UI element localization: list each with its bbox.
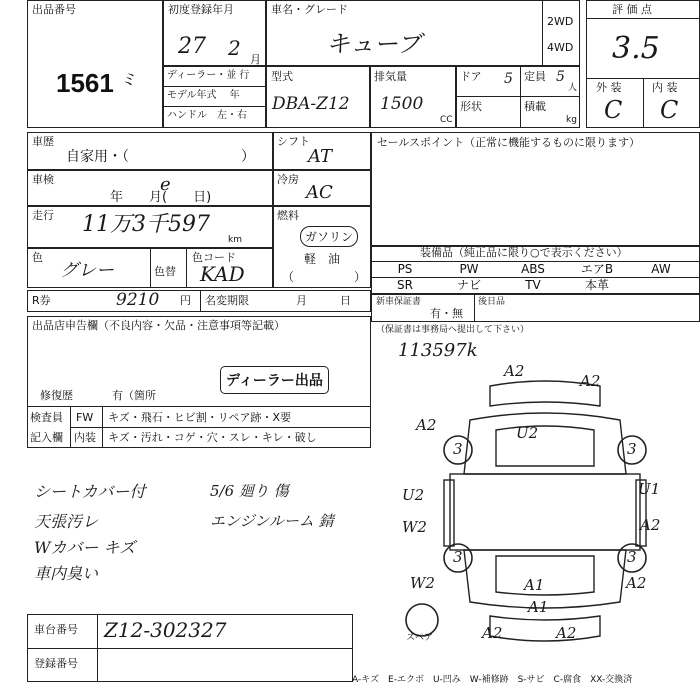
chassis-div bbox=[27, 648, 353, 649]
displacement-value: 1500 bbox=[380, 94, 424, 114]
int-row-label: 内装 bbox=[74, 431, 96, 444]
repaint-label: 色替 bbox=[154, 265, 176, 278]
fuel-diesel: 軽 油 bbox=[304, 252, 341, 266]
fuel-label: 燃料 bbox=[277, 209, 299, 222]
car-diagram bbox=[400, 370, 690, 660]
fw-label: FW bbox=[76, 411, 94, 424]
dmg-left-qtr: W2 bbox=[410, 574, 435, 592]
warranty-value: 有・無 bbox=[430, 307, 463, 320]
insp-div bbox=[27, 406, 371, 407]
sales-box bbox=[371, 132, 700, 246]
inspection-text: 年 月( 日) bbox=[110, 190, 212, 205]
wheel-fl: 3 bbox=[453, 440, 463, 458]
mileage-value: 11万3千597 bbox=[82, 212, 210, 237]
dealer-line3: ハンドル 左・右 bbox=[167, 110, 247, 121]
dmg-left-rear: W2 bbox=[402, 518, 427, 536]
drive-divider bbox=[542, 0, 543, 66]
plate-label: 登録番号 bbox=[34, 657, 78, 670]
reg-year: 27 bbox=[178, 34, 206, 59]
deadline-text: 月 日 bbox=[296, 294, 351, 307]
dmg-right-rear: A2 bbox=[640, 516, 661, 534]
dmg-front-2: A2 bbox=[580, 372, 601, 390]
wheel-fr: 3 bbox=[627, 440, 637, 458]
dealer-stamp: ディーラー出品 bbox=[220, 366, 329, 394]
lot-number: 1561 bbox=[56, 68, 114, 98]
equip-sr: SR bbox=[397, 278, 413, 292]
dmg-hood: U2 bbox=[516, 424, 539, 442]
history-value: 自家用・（ ） bbox=[66, 149, 255, 165]
load-unit: kg bbox=[566, 115, 577, 125]
dmg-left-front: A2 bbox=[416, 416, 437, 434]
code-label: 色コード bbox=[192, 251, 236, 264]
dmg-bumper-1: A2 bbox=[482, 624, 503, 642]
equip-pw: PW bbox=[459, 262, 479, 276]
ac-value: AC bbox=[306, 182, 333, 203]
model-value: DBA-Z12 bbox=[272, 94, 350, 114]
fuel-gasoline: ガソリン bbox=[300, 226, 358, 247]
dealer-line1: ディーラー・並 行 bbox=[167, 70, 250, 81]
dmg-left-door: U2 bbox=[402, 486, 425, 504]
warranty-label: 新車保証書 bbox=[376, 297, 422, 307]
lot-label: 出品番号 bbox=[32, 3, 76, 16]
dmg-rear-2: A1 bbox=[528, 598, 549, 616]
model-label: 型式 bbox=[271, 70, 293, 83]
fw-row: キズ・飛石・ヒビ割・リペア跡・X要 bbox=[108, 411, 292, 424]
reg-month-unit: 月 bbox=[250, 53, 261, 66]
drive-4wd: 4WD bbox=[547, 41, 574, 54]
equip-tv: TV bbox=[525, 278, 541, 292]
dmg-right-qtr: A2 bbox=[626, 574, 647, 592]
chassis-label: 車台番号 bbox=[34, 623, 78, 636]
chassis-value: Z12-302327 bbox=[104, 618, 227, 642]
dealer-line2: モデル年式 年 bbox=[167, 90, 240, 101]
mileage-label: 走行 bbox=[32, 209, 54, 222]
dmg-bumper-2: A2 bbox=[556, 624, 577, 642]
load-label: 積載 bbox=[524, 100, 546, 113]
sales-label: セールスポイント（正常に機能するものに限ります） bbox=[377, 136, 641, 149]
dmg-front-1: A2 bbox=[504, 362, 525, 380]
shift-value: AT bbox=[308, 146, 333, 167]
score-split bbox=[643, 78, 644, 128]
dmg-rear-1: A1 bbox=[524, 576, 545, 594]
color-label: 色 bbox=[32, 251, 43, 264]
door-split bbox=[520, 66, 521, 96]
capacity-value: 5 bbox=[556, 69, 565, 85]
capacity-unit: 人 bbox=[568, 83, 578, 93]
after-label: 後日品 bbox=[478, 297, 506, 307]
shape-split bbox=[520, 96, 521, 128]
score-divider bbox=[586, 18, 700, 19]
car-label: 車名・グレード bbox=[271, 3, 348, 16]
equip-leather: 本革 bbox=[584, 278, 609, 292]
int-row: キズ・汚れ・コゲ・穴・スレ・キレ・破し bbox=[108, 431, 317, 444]
report-label: 出品店申告欄（不良内容・欠品・注意事項等記載） bbox=[32, 319, 285, 332]
equip-label: 装備品（純正品に限り○で表示ください） bbox=[420, 246, 628, 259]
dealer-div1 bbox=[163, 86, 266, 87]
note-2: 天張汚レ bbox=[34, 512, 99, 531]
inspection-label: 車検 bbox=[32, 173, 54, 186]
note-4: 車内臭い bbox=[34, 564, 99, 583]
history-label: 車歴 bbox=[32, 135, 54, 148]
repair-label: 修復歴 bbox=[40, 389, 73, 402]
ac-label: 冷房 bbox=[277, 173, 299, 186]
ext-grade: C bbox=[604, 96, 623, 124]
mileage-unit: km bbox=[228, 235, 242, 245]
dmg-right-door: U1 bbox=[638, 480, 661, 498]
reg-month: 2 bbox=[228, 36, 241, 60]
displacement-label: 排気量 bbox=[374, 70, 407, 83]
repair-value: 有（箇所 bbox=[112, 389, 156, 402]
legend: A-キズ E-エクボ U-凹み W-補修跡 S-サビ C-腐食 XX-交換済 bbox=[352, 675, 633, 685]
recycle-unit: 円 bbox=[180, 294, 191, 307]
displacement-unit: CC bbox=[440, 115, 453, 125]
deadline-label: 名変期限 bbox=[205, 294, 249, 307]
color-split-2 bbox=[186, 248, 187, 288]
equip-aw: AW bbox=[651, 262, 671, 276]
insp-mid bbox=[70, 427, 371, 428]
note-3: Wカバー キズ bbox=[34, 538, 136, 557]
wheel-rr: 3 bbox=[627, 548, 637, 566]
ext-label: 外 装 bbox=[596, 81, 622, 94]
doors-value: 5 bbox=[504, 71, 513, 87]
color-split bbox=[150, 248, 151, 288]
car-name: キューブ bbox=[326, 30, 421, 58]
equip-navi: ナビ bbox=[456, 278, 481, 292]
reg-label: 初度登録年月 bbox=[168, 3, 234, 16]
note-1: シートカバー付 bbox=[34, 482, 146, 501]
note-right-1: 5/6 廻り 傷 bbox=[210, 482, 289, 500]
lot-box bbox=[27, 0, 163, 128]
map-header: （保証書は事務局へ提出して下さい） bbox=[376, 325, 530, 335]
warranty-split bbox=[474, 294, 475, 322]
inspector-label2: 記入欄 bbox=[30, 431, 63, 444]
shape-label: 形状 bbox=[460, 100, 482, 113]
inspector-label1: 検査員 bbox=[30, 411, 63, 424]
recycle-value: 9210 bbox=[116, 290, 160, 310]
recycle-label: R券 bbox=[32, 294, 51, 307]
equip-ps: PS bbox=[397, 262, 413, 276]
recycle-split bbox=[200, 290, 201, 312]
note-right-2: エンジンルーム 錆 bbox=[210, 512, 334, 530]
int-label: 内 装 bbox=[652, 81, 678, 94]
drive-2wd: 2WD bbox=[547, 15, 574, 28]
shift-label: シフト bbox=[277, 135, 310, 148]
door-div bbox=[456, 96, 580, 97]
score-value: 3.5 bbox=[612, 31, 660, 66]
equip-airbag: エアB bbox=[580, 262, 614, 276]
fuel-other: （ ） bbox=[282, 270, 367, 284]
code-value: KAD bbox=[200, 262, 245, 286]
dealer-div2 bbox=[163, 106, 266, 107]
int-grade: C bbox=[660, 96, 679, 124]
inspection-mark: e bbox=[160, 174, 171, 195]
wheel-rl: 3 bbox=[453, 548, 463, 566]
doors-label: ドア bbox=[460, 70, 482, 83]
score-label: 評 価 点 bbox=[612, 3, 652, 16]
color-value: グレー bbox=[60, 260, 114, 281]
map-mileage: 113597k bbox=[398, 340, 478, 361]
spare-label: スペア bbox=[406, 633, 434, 643]
capacity-label: 定員 bbox=[524, 70, 546, 83]
lot-mark: ミ bbox=[120, 70, 137, 89]
equip-abs: ABS bbox=[521, 262, 545, 276]
